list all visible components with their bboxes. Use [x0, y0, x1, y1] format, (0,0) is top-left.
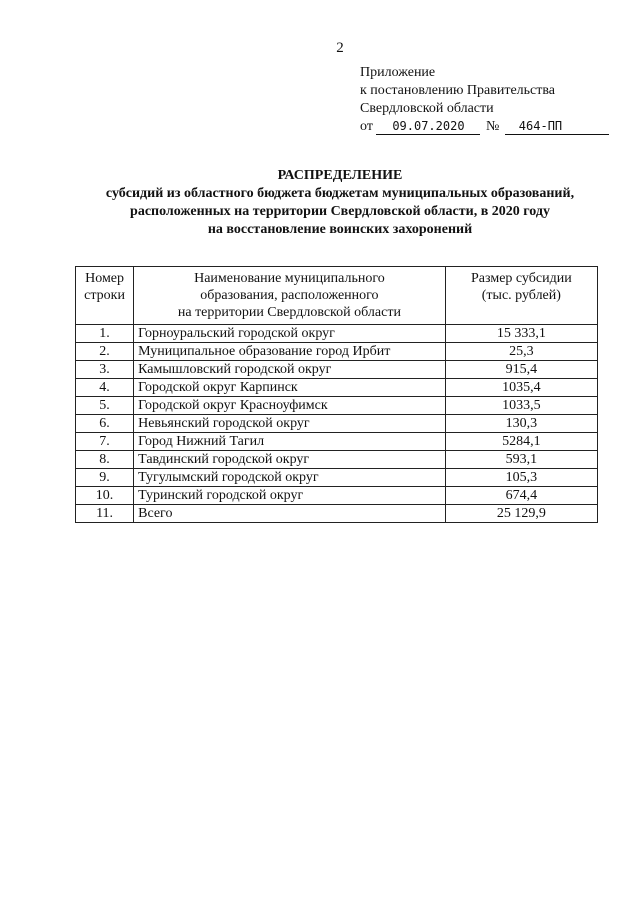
title-heading: РАСПРЕДЕЛЕНИЕ: [277, 168, 403, 183]
appendix-block: [360, 64, 609, 136]
row-number: 1.: [76, 325, 134, 343]
municipality-name: Тавдинский городской округ: [134, 451, 446, 469]
table-row: [76, 469, 598, 487]
title-line-1: субсидий из областного бюджета бюджетам муниципальных образований,: [105, 186, 575, 201]
row-number: 10.: [76, 487, 134, 505]
municipality-name: Муниципальное образование город Ирбит: [134, 343, 446, 361]
row-number: 11.: [76, 505, 134, 523]
row-number: 3.: [76, 361, 134, 379]
subsidy-amount: 915,4: [445, 361, 597, 379]
subsidy-amount: 130,3: [445, 415, 597, 433]
subsidy-amount: 593,1: [445, 451, 597, 469]
table-row: [76, 433, 598, 451]
subsidy-amount: 5284,1: [445, 433, 597, 451]
municipality-name: Город Нижний Тагил: [134, 433, 446, 451]
table-row: [76, 451, 598, 469]
table-row: [76, 487, 598, 505]
municipality-name: Городской округ Красноуфимск: [134, 397, 446, 415]
municipality-name: Тугулымский городской округ: [134, 469, 446, 487]
subsidy-amount: 25 129,9: [445, 505, 597, 523]
table-row: [76, 397, 598, 415]
date-prefix: от: [360, 119, 373, 134]
municipality-name: Туринский городской округ: [134, 487, 446, 505]
row-number: 9.: [76, 469, 134, 487]
table-row: [76, 343, 598, 361]
row-number: 8.: [76, 451, 134, 469]
subsidy-amount: 25,3: [445, 343, 597, 361]
row-number: 7.: [76, 433, 134, 451]
appendix-label: Приложение: [360, 65, 436, 80]
municipality-name: Невьянский городской округ: [134, 415, 446, 433]
subsidy-amount: 105,3: [445, 469, 597, 487]
document-reference: [360, 118, 609, 136]
table-row: [76, 379, 598, 397]
page-number: 2: [336, 40, 344, 56]
municipality-name: Горноуральский городской округ: [134, 325, 446, 343]
title-line-2: расположенных на территории Свердловской области, в 2020 году: [130, 204, 550, 219]
row-number: 4.: [76, 379, 134, 397]
row-number: 2.: [76, 343, 134, 361]
header-row-number: Номер строки: [76, 267, 134, 325]
row-number: 5.: [76, 397, 134, 415]
row-number: 6.: [76, 415, 134, 433]
appendix-region-line: Свердловской области: [360, 101, 494, 116]
table-row: [76, 325, 598, 343]
table-header-row: [76, 267, 598, 325]
municipality-name: Городской округ Карпинск: [134, 379, 446, 397]
subsidies-table: [75, 266, 598, 523]
header-subsidy-amount: Размер субсидии (тыс. рублей): [445, 267, 597, 325]
subsidy-amount: 1035,4: [445, 379, 597, 397]
municipality-name: Всего: [134, 505, 446, 523]
subsidy-amount: 1033,5: [445, 397, 597, 415]
subsidy-amount: 674,4: [445, 487, 597, 505]
title-line-3: на восстановление воинских захоронений: [207, 222, 473, 237]
document-title: [40, 167, 640, 239]
document-number: 464-ПП: [505, 119, 609, 135]
table-row-total: [76, 505, 598, 523]
subsidy-amount: 15 333,1: [445, 325, 597, 343]
document-date: 09.07.2020: [376, 119, 480, 135]
table-row: [76, 361, 598, 379]
number-sign: №: [485, 119, 500, 134]
table-row: [76, 415, 598, 433]
appendix-decree-line: к постановлению Правительства: [360, 83, 556, 98]
header-municipality-name: Наименование муниципального образования, расположенного на территории Свердловской области: [134, 267, 446, 325]
municipality-name: Камышловский городской округ: [134, 361, 446, 379]
